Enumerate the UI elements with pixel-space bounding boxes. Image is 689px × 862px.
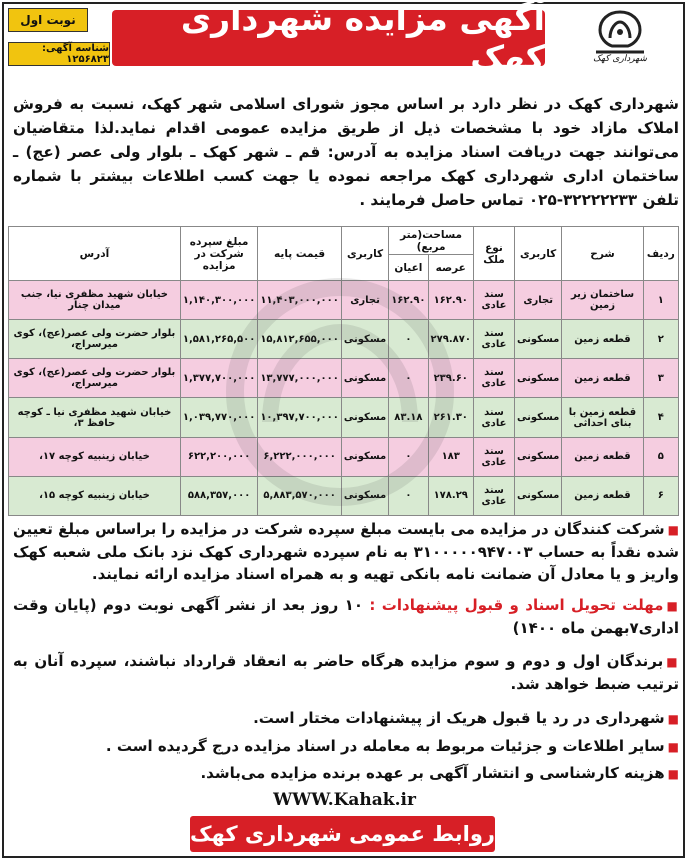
cell-row: ۳: [643, 359, 678, 398]
header-address: آدرس: [9, 227, 181, 281]
header-area: مساحت(متر مربع): [389, 227, 474, 255]
cell-use: مسکونی: [514, 359, 561, 398]
header-deposit: مبلغ سپرده شرکت در مزایده: [180, 227, 257, 281]
cell-desc: قطعه زمین: [562, 359, 643, 398]
bullet-icon: ■: [667, 712, 679, 726]
condition-details: ■سایر اطلاعات و جزئیات مربوط به معامله در اسناد مزایده درج گردیده است .: [105, 737, 679, 755]
condition-deposit: ■شرکت کنندگان در مزایده می بایست مبلغ سپرده شرکت در مزایده را براساس مبلغ تعیین شده نقداً به حساب ۳۱۰۰۰۰۰۹۴۷۰۰۳ به نام سپرده شهرداری کهک نزد بانک ملی شعبه کهک واریز و یا معادل آن ضمانت نامه بانکی تهیه و به همراه اسناد مزایده ارائه نمایند.: [13, 520, 679, 583]
cell-price: ۱۵,۸۱۲,۶۵۵,۰۰۰: [258, 320, 342, 359]
cell-deposit: ۵۸۸,۳۵۷,۰۰۰: [180, 476, 257, 515]
cell-row: ۶: [643, 476, 678, 515]
header-use: کاربری: [514, 227, 561, 281]
cell-use2: مسکونی: [341, 476, 388, 515]
table-row: [9, 281, 679, 320]
municipality-logo: [573, 8, 667, 80]
cell-use2: مسکونی: [341, 437, 388, 476]
cell-desc: قطعه زمین با بنای احداثی: [562, 398, 643, 437]
cell-price: ۱۱,۴۰۳,۰۰۰,۰۰۰: [258, 281, 342, 320]
bullet-icon: ■: [666, 655, 679, 669]
cell-address: بلوار حضرت ولی عصر(عج)، کوی میرسراج،: [9, 359, 181, 398]
header-base-price: قیمت پایه: [258, 227, 342, 281]
cell-building: ۸۳.۱۸: [389, 398, 428, 437]
lots-table: [8, 226, 679, 516]
cell-address: خیابان شهید مظفری نیا، جنب میدان چنار: [9, 281, 181, 320]
cell-row: ۲: [643, 320, 678, 359]
cell-row: ۱: [643, 281, 678, 320]
table-row: [9, 320, 679, 359]
header-ownership: نوع ملک: [473, 227, 514, 281]
bullet-icon: ■: [667, 523, 679, 537]
cell-use2: مسکونی: [341, 320, 388, 359]
edition-badge: نوبت اول: [8, 8, 88, 32]
cell-land: ۲۷۹.۸۷۰: [428, 320, 473, 359]
table-row: [9, 476, 679, 515]
condition-winners: ■برندگان اول و دوم و سوم مزایده هرگاه حاضر به انعقاد قرارداد نباشند، سپرده آنان به ترتیب ضبط خواهد شد.: [13, 652, 679, 693]
cell-deposit: ۱,۳۷۷,۷۰۰,۰۰۰: [180, 359, 257, 398]
condition-deadline: [13, 594, 679, 639]
cell-desc: قطعه زمین: [562, 320, 643, 359]
table-row: [9, 359, 679, 398]
cell-building: ۰: [389, 437, 428, 476]
bullet-icon: ■: [666, 599, 679, 613]
cell-land: ۲۶۱.۳۰: [428, 398, 473, 437]
cell-use: تجاری: [514, 281, 561, 320]
cell-deposit: ۱,۵۸۱,۲۶۵,۵۰۰: [180, 320, 257, 359]
cell-land: ۱۶۲.۹۰: [428, 281, 473, 320]
cell-row: ۴: [643, 398, 678, 437]
cell-land: ۱۸۳: [428, 437, 473, 476]
intro-paragraph: شهرداری کهک در نظر دارد بر اساس مجوز شورای اسلامی شهر کهک، نسبت به فروش املاک مازاد خود با مشخصات ذیل از طریق مزایده عمومی اقدام نماید.لذا متقاضیان می‌توانند جهت دریافت اسناد مزایده به آدرس: قم ـ شهر کهک ـ بلوار ولی عصر (عج) ـ ساختمان اداری شهرداری کهک مراجعه نموده یا جهت کسب اطلاعات بیشتر با شماره تلفن ۳۲۲۲۲۲۳۳-۰۲۵ تماس حاصل فرمایند .: [13, 95, 679, 209]
cell-use: مسکونی: [514, 320, 561, 359]
website-link[interactable]: WWW.Kahak.ir: [273, 790, 416, 810]
cell-use: مسکونی: [514, 437, 561, 476]
cell-deposit: ۱,۱۴۰,۳۰۰,۰۰۰: [180, 281, 257, 320]
cell-address: خیابان شهید مظفری نیا ـ کوچه حافظ ۳،: [9, 398, 181, 437]
cell-ownership: سند عادی: [473, 398, 514, 437]
cell-ownership: سند عادی: [473, 320, 514, 359]
condition-costs: ■هزینه کارشناسی و انتشار آگهی بر عهده برنده مزایده می‌باشد.: [200, 764, 679, 782]
cell-deposit: ۱,۰۳۹,۷۷۰,۰۰۰: [180, 398, 257, 437]
cell-price: ۱۳,۷۷۷,۰۰۰,۰۰۰: [258, 359, 342, 398]
cell-price: ۱۰,۳۹۷,۷۰۰,۰۰۰: [258, 398, 342, 437]
header-area-land: عرصه: [428, 255, 473, 281]
cell-address: خیابان زینبیه کوچه ۱۵،: [9, 476, 181, 515]
deadline-label: مهلت تحویل اسناد و قبول پیشنهادات :: [369, 596, 664, 614]
cell-ownership: سند عادی: [473, 359, 514, 398]
cell-building: ۰: [389, 359, 428, 398]
cell-address: خیابان زینبیه کوچه ۱۷،: [9, 437, 181, 476]
cell-use2: مسکونی: [341, 359, 388, 398]
cell-use2: تجاری: [341, 281, 388, 320]
cell-row: ۵: [643, 437, 678, 476]
header-desc: شرح: [562, 227, 643, 281]
cell-use: مسکونی: [514, 476, 561, 515]
condition-rights: ■شهرداری در رد یا قبول هریک از پیشنهادات مختار است.: [253, 709, 679, 727]
ad-id-badge: شناسه آگهی: ۱۲۵۶۸۲۳: [8, 42, 110, 66]
cell-price: ۶,۲۲۲,۰۰۰,۰۰۰: [258, 437, 342, 476]
bullet-icon: ■: [667, 767, 679, 781]
table-row: [9, 398, 679, 437]
cell-building: ۰: [389, 476, 428, 515]
cell-ownership: سند عادی: [473, 476, 514, 515]
cell-ownership: سند عادی: [473, 281, 514, 320]
cell-desc: قطعه زمین: [562, 437, 643, 476]
cell-price: ۵,۸۸۳,۵۷۰,۰۰۰: [258, 476, 342, 515]
cell-address: بلوار حضرت ولی عصر(عج)، کوی میرسراج،: [9, 320, 181, 359]
bullet-icon: ■: [667, 740, 679, 754]
cell-use: مسکونی: [514, 398, 561, 437]
header-use2: کاربری: [341, 227, 388, 281]
cell-deposit: ۶۲۲,۲۰۰,۰۰۰: [180, 437, 257, 476]
cell-desc: ساختمان زیر زمین: [562, 281, 643, 320]
cell-building: ۰: [389, 320, 428, 359]
cell-land: ۲۳۹.۶۰: [428, 359, 473, 398]
cell-land: ۱۷۸.۲۹: [428, 476, 473, 515]
logo-emblem-icon: [590, 8, 650, 58]
logo-caption: شهرداری کهک: [593, 54, 647, 64]
cell-use2: مسکونی: [341, 398, 388, 437]
cell-desc: قطعه زمین: [562, 476, 643, 515]
footer-banner: روابط عمومی شهرداری کهک: [190, 816, 495, 852]
cell-building: ۱۶۲.۹۰: [389, 281, 428, 320]
cell-ownership: سند عادی: [473, 437, 514, 476]
header-area-building: اعیان: [389, 255, 428, 281]
header-row: ردیف: [643, 227, 678, 281]
deadline-text: ۱۰ روز بعد از نشر آگهی نوبت دوم (پایان وقت اداری۷بهمن ماه ۱۴۰۰): [13, 596, 679, 637]
page-title: آگهی مزایده شهرداری کهک: [112, 10, 545, 66]
table-row: [9, 437, 679, 476]
